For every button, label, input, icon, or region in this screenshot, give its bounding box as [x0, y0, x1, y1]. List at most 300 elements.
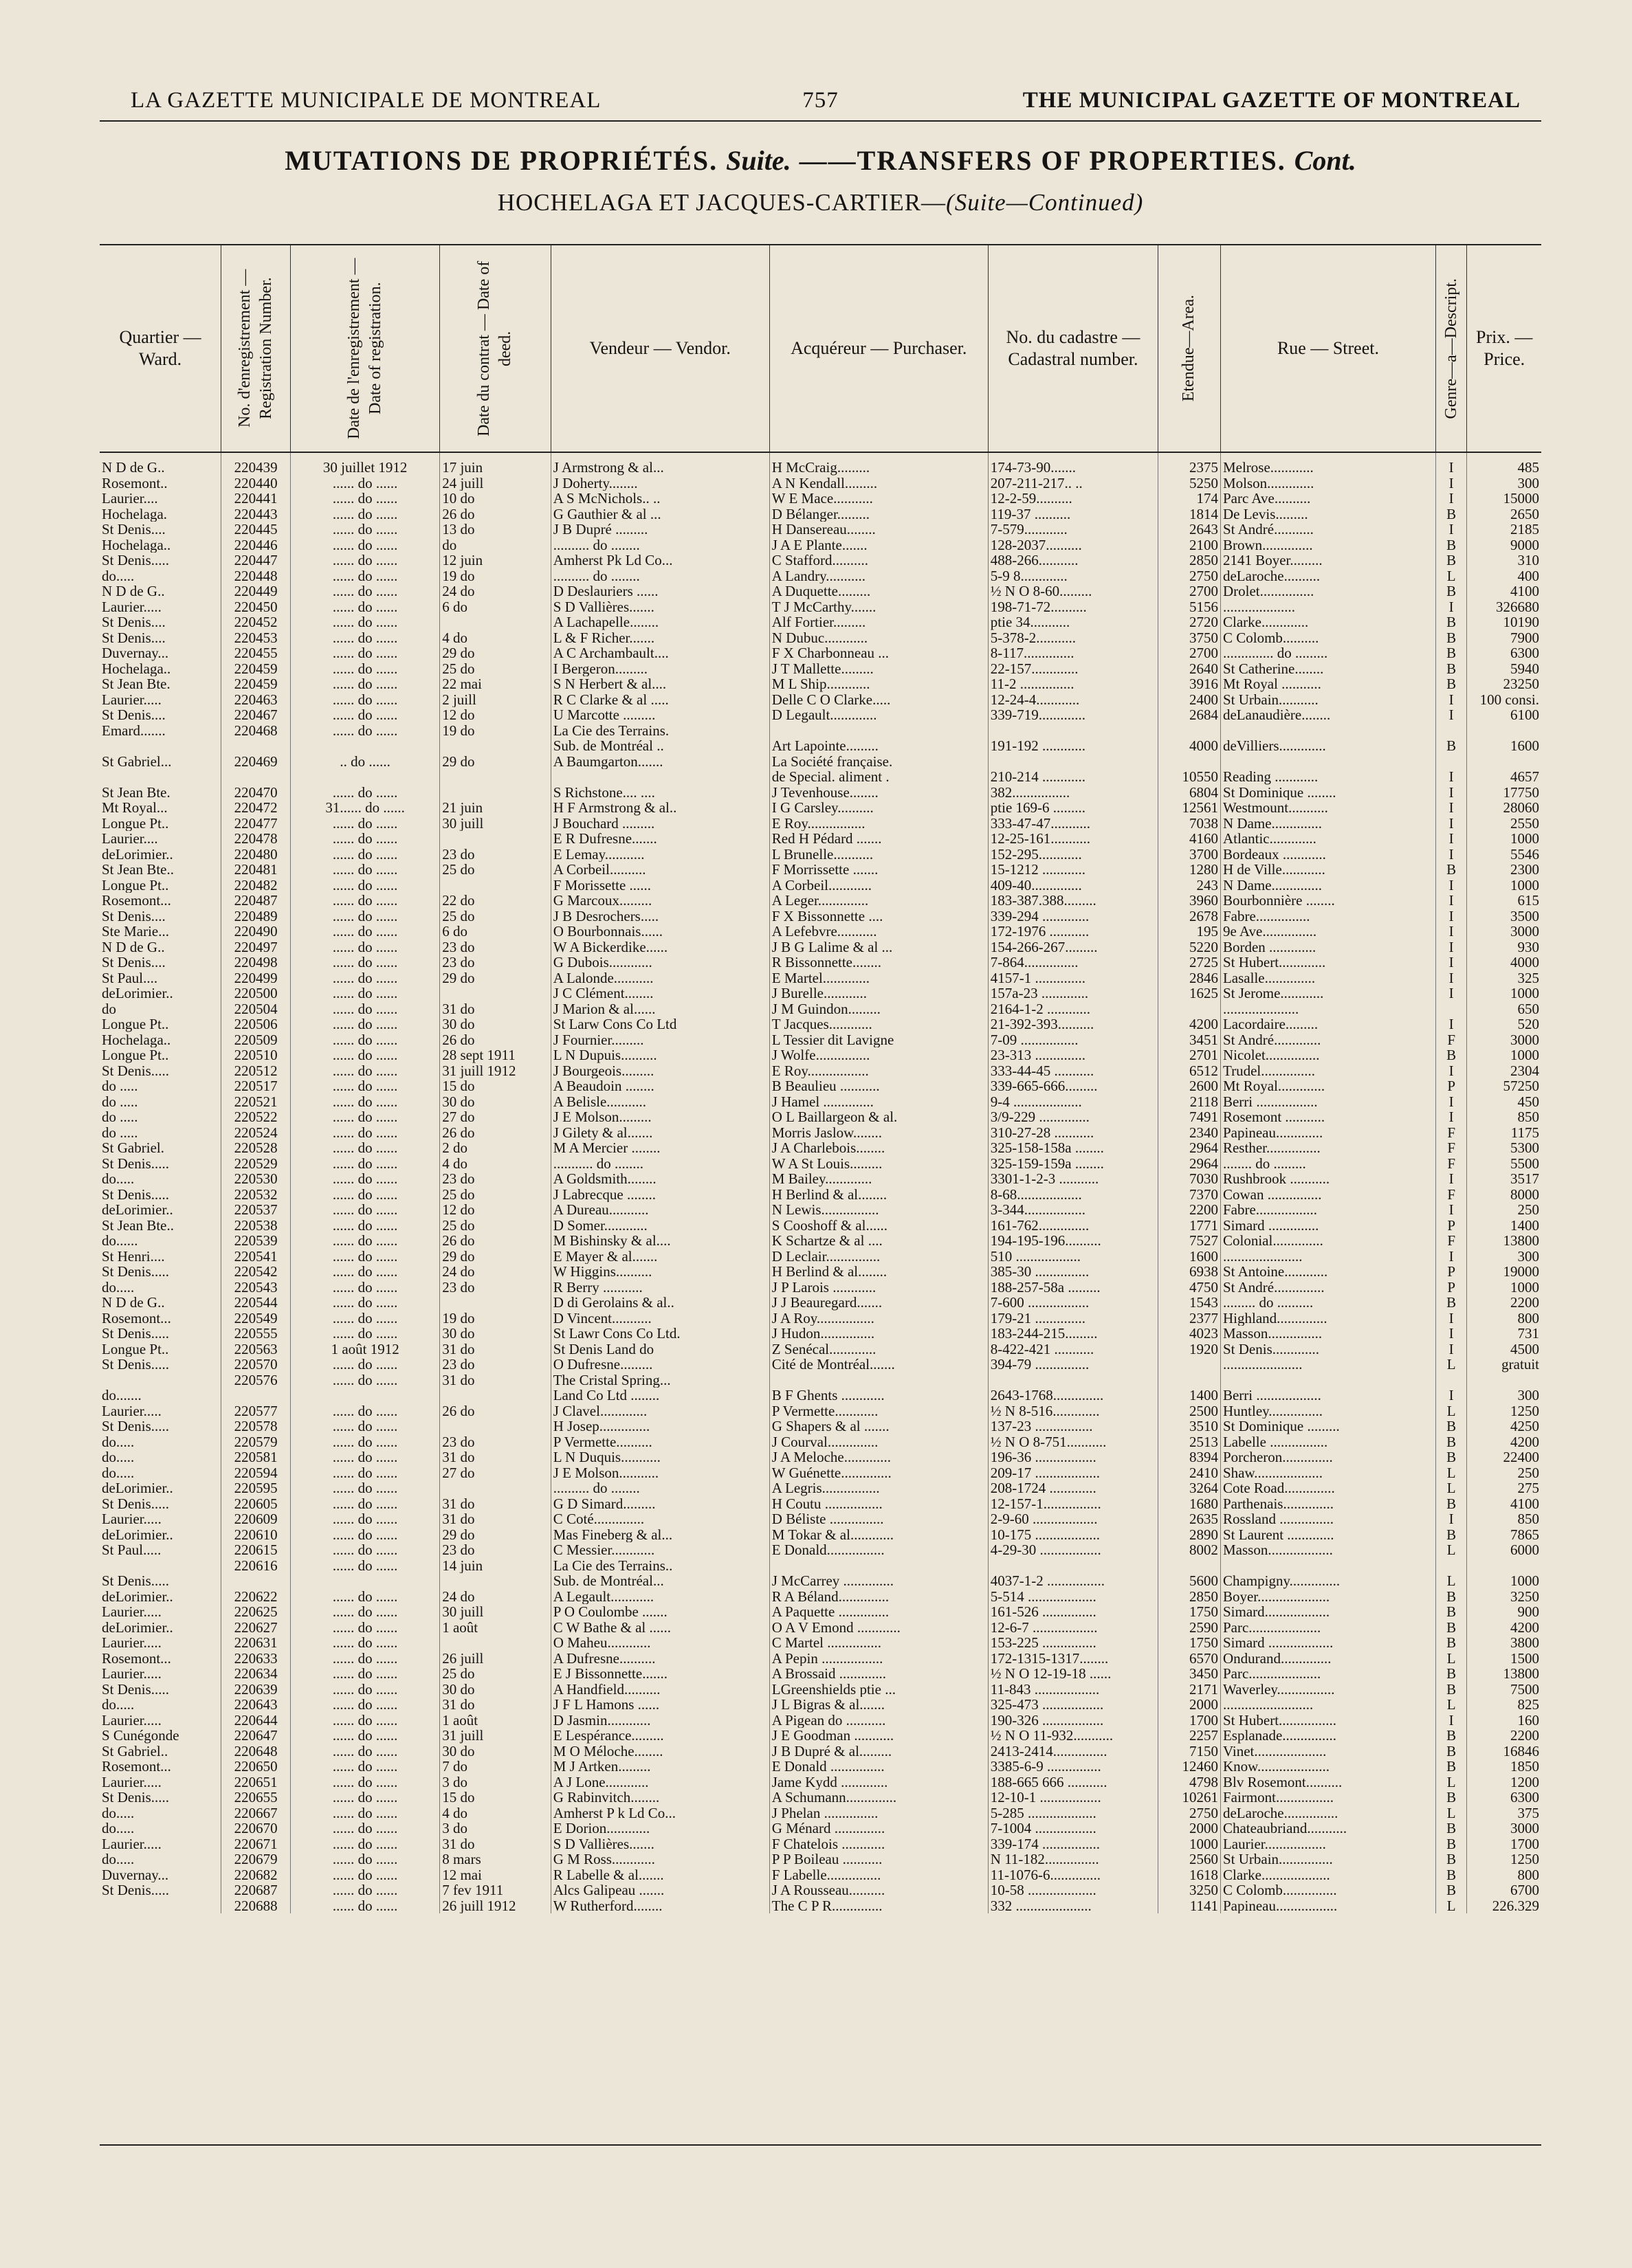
- cell-area: 2700: [1158, 645, 1221, 661]
- cell-area: 2964: [1158, 1140, 1221, 1156]
- cell-cadastral: 196-36 .................: [988, 1449, 1158, 1465]
- cell-purchaser: M Tokar & al............: [769, 1527, 988, 1543]
- cell-price: 275: [1467, 1480, 1541, 1496]
- cell-price: 731: [1467, 1326, 1541, 1342]
- cell-reg-date: ...... do ......: [291, 1032, 440, 1048]
- cell-price: 930: [1467, 940, 1541, 955]
- cell-vendor: E Mayer & al.......: [551, 1249, 769, 1265]
- cell-reg-date: ...... do ......: [291, 1419, 440, 1434]
- cell-price: 615: [1467, 893, 1541, 909]
- cell-reg-no: 220468: [221, 723, 291, 739]
- cell-reg-no: 220447: [221, 553, 291, 568]
- table-row: [100, 1744, 1541, 1759]
- cell-reg-date: ...... do ......: [291, 1589, 440, 1605]
- cell-descript: B: [1435, 661, 1466, 677]
- cell-descript: F: [1435, 1233, 1466, 1249]
- cell-reg-date: ...... do ......: [291, 1542, 440, 1558]
- cell-descript: L: [1435, 1805, 1466, 1821]
- cell-reg-no: 220506: [221, 1016, 291, 1032]
- cell-reg-no: 220537: [221, 1202, 291, 1218]
- cell-descript: I: [1435, 831, 1466, 847]
- cell-vendor: W Higgins..........: [551, 1264, 769, 1280]
- cell-street: 2141 Boyer.........: [1220, 553, 1435, 568]
- cell-ward: St Denis.....: [102, 1264, 170, 1280]
- cell-deed-date: 30 juill: [440, 816, 551, 832]
- cell-deed-date: 17 juin: [440, 452, 551, 476]
- cell-ward: St Denis....: [102, 707, 166, 723]
- cell-price: 4200: [1467, 1620, 1541, 1636]
- cell-price: 800: [1467, 1311, 1541, 1326]
- cell-deed-date: 1 août: [440, 1713, 551, 1728]
- cell-street: Waverley................: [1220, 1682, 1435, 1698]
- cell-area: 174: [1158, 491, 1221, 507]
- table-row: [100, 630, 1541, 646]
- cell-price: 3250: [1467, 1589, 1541, 1605]
- header-rule: [100, 120, 1541, 122]
- cell-reg-date: ...... do ......: [291, 491, 440, 507]
- cell-price: 16846: [1467, 1744, 1541, 1759]
- table-row: [100, 1790, 1541, 1805]
- cell-vendor: L & F Richer.......: [551, 630, 769, 646]
- cell-deed-date: 10 do: [440, 491, 551, 507]
- cell-ward: St Jean Bte..: [102, 1217, 174, 1233]
- cell-ward: St Denis.....: [102, 1155, 170, 1171]
- cell-area: 2600: [1158, 1078, 1221, 1094]
- table-row: [100, 1280, 1541, 1296]
- cell-ward: St Gabriel...: [102, 753, 172, 769]
- cell-descript: P: [1435, 1218, 1466, 1234]
- cell-ward: Ste Marie...: [102, 924, 169, 940]
- cell-ward: N D de G..: [102, 939, 165, 955]
- cell-reg-date: ...... do ......: [291, 1063, 440, 1079]
- cell-deed-date: 30 do: [440, 1094, 551, 1110]
- cell-deed-date: 8 mars: [440, 1852, 551, 1867]
- cell-price: 900: [1467, 1604, 1541, 1620]
- cell-reg-date: ...... do ......: [291, 1156, 440, 1172]
- cell-reg-no: 220538: [221, 1218, 291, 1234]
- table-row: [100, 1836, 1541, 1852]
- cell-purchaser: A Lefebvre...........: [769, 924, 988, 940]
- cell-deed-date: 12 do: [440, 1202, 551, 1218]
- cell-cadastral: 409-40..............: [988, 878, 1158, 893]
- cell-reg-date: ...... do ......: [291, 692, 440, 708]
- cell-cadastral: 488-266...........: [988, 553, 1158, 568]
- cell-area: 2200: [1158, 1202, 1221, 1218]
- cell-purchaser: J P Larois ............: [769, 1280, 988, 1296]
- table-row: [100, 1620, 1541, 1636]
- cell-area: 3700: [1158, 847, 1221, 863]
- cell-ward: Laurier.....: [102, 1403, 162, 1419]
- cell-descript: L: [1435, 1573, 1466, 1589]
- cell-deed-date: 29 do: [440, 754, 551, 770]
- cell-reg-no: 220446: [221, 537, 291, 553]
- cell-purchaser: [769, 1372, 988, 1388]
- cell-purchaser: A N Kendall.........: [769, 476, 988, 491]
- cell-deed-date: 19 do: [440, 1311, 551, 1326]
- cell-street: Simard ..................: [1220, 1635, 1435, 1651]
- cell-price: 23250: [1467, 676, 1541, 692]
- cell-area: 7491: [1158, 1109, 1221, 1125]
- cell-reg-no: 220578: [221, 1419, 291, 1434]
- cell-reg-date: ...... do ......: [291, 707, 440, 723]
- cell-descript: I: [1435, 1109, 1466, 1125]
- table-row: [100, 1202, 1541, 1218]
- cell-reg-date: ...... do ......: [291, 568, 440, 584]
- cell-street: Masson..................: [1220, 1542, 1435, 1558]
- cell-ward: do .....: [102, 1109, 138, 1125]
- cell-ward: do.....: [102, 568, 135, 583]
- cell-deed-date: 30 juill: [440, 1604, 551, 1620]
- cell-reg-date: ...... do ......: [291, 862, 440, 878]
- cell-descript: B: [1435, 1852, 1466, 1867]
- cell-price: 100 consi.: [1467, 692, 1541, 708]
- cell-ward: St Paul.....: [102, 1542, 162, 1558]
- cell-area: 7030: [1158, 1171, 1221, 1187]
- cell-area: 2513: [1158, 1434, 1221, 1450]
- cell-descript: B: [1435, 507, 1466, 522]
- cell-street: Rosemont ...........: [1220, 1109, 1435, 1125]
- cell-vendor: J E Molson.........: [551, 1109, 769, 1125]
- cell-street: St André...........: [1220, 522, 1435, 537]
- cell-cadastral: 152-295............: [988, 847, 1158, 863]
- cell-descript: I: [1435, 1511, 1466, 1527]
- table-row: [100, 614, 1541, 630]
- cell-street: Highland..............: [1220, 1311, 1435, 1326]
- cell-cadastral: 23-313 ..............: [988, 1047, 1158, 1063]
- cell-area: 1400: [1158, 1388, 1221, 1403]
- cell-cadastral: 137-23 ................: [988, 1419, 1158, 1434]
- cell-deed-date: 13 do: [440, 522, 551, 537]
- table-row: [100, 940, 1541, 955]
- cell-vendor: S Richstone.... ....: [551, 785, 769, 801]
- cell-vendor: J C Clément........: [551, 986, 769, 1001]
- cell-ward: St Jean Bte..: [102, 862, 174, 878]
- cell-reg-date: ...... do ......: [291, 816, 440, 832]
- cell-ward: Longue Pt..: [102, 1047, 169, 1063]
- cell-price: 250: [1467, 1465, 1541, 1481]
- cell-reg-no: 220478: [221, 831, 291, 847]
- cell-reg-no: 220688: [221, 1898, 291, 1914]
- cell-cadastral: 7-600 .................: [988, 1295, 1158, 1311]
- table-row: [100, 661, 1541, 677]
- cell-descript: I: [1435, 955, 1466, 970]
- cell-price: 1175: [1467, 1125, 1541, 1141]
- cell-deed-date: 31 do: [440, 1511, 551, 1527]
- cell-area: 2000: [1158, 1821, 1221, 1836]
- cell-reg-no: 220490: [221, 924, 291, 940]
- cell-reg-no: 220528: [221, 1140, 291, 1156]
- cell-ward: St Denis.....: [102, 553, 170, 568]
- cell-reg-no: 220440: [221, 476, 291, 491]
- cell-area: 1543: [1158, 1295, 1221, 1311]
- cell-deed-date: 25 do: [440, 909, 551, 924]
- cell-price: 22400: [1467, 1449, 1541, 1465]
- cell-reg-date: ...... do ......: [291, 1326, 440, 1342]
- cell-vendor: J Bouchard .........: [551, 816, 769, 832]
- cell-purchaser: E Roy.................: [769, 1063, 988, 1079]
- cell-street: Mt Royal.............: [1220, 1078, 1435, 1094]
- cell-street: Westmount...........: [1220, 800, 1435, 816]
- cell-reg-no: [221, 1388, 291, 1403]
- cell-ward: S Cunégonde: [102, 1728, 179, 1744]
- cell-purchaser: N Lewis................: [769, 1202, 988, 1218]
- cell-ward: St Denis.....: [102, 1186, 170, 1202]
- cell-ward: Longue Pt..: [102, 1341, 169, 1357]
- cell-cadastral: 11-1076-6..............: [988, 1867, 1158, 1883]
- cell-area: 3510: [1158, 1419, 1221, 1434]
- cell-ward: deLorimier..: [102, 1526, 173, 1542]
- cell-ward: St Denis.....: [102, 1357, 170, 1372]
- table-row: [100, 738, 1541, 754]
- cell-vendor: J Marion & al......: [551, 1001, 769, 1017]
- cell-area: [1158, 754, 1221, 770]
- cell-ward: St Denis.....: [102, 1681, 170, 1697]
- cell-area: 2171: [1158, 1682, 1221, 1698]
- cell-deed-date: [440, 831, 551, 847]
- cell-price: 3000: [1467, 1032, 1541, 1048]
- cell-reg-no: 220627: [221, 1620, 291, 1636]
- cell-reg-date: ...... do ......: [291, 630, 440, 646]
- cell-deed-date: [440, 1419, 551, 1434]
- cell-vendor: A C Archambault....: [551, 645, 769, 661]
- cell-reg-no: 220439: [221, 452, 291, 476]
- table-row: [100, 1218, 1541, 1234]
- cell-price: 326680: [1467, 599, 1541, 615]
- cell-purchaser: J L Bigras & al.......: [769, 1697, 988, 1713]
- cell-descript: I: [1435, 1249, 1466, 1265]
- cell-street: H de Ville............: [1220, 862, 1435, 878]
- cell-cadastral: 11-2 ...............: [988, 676, 1158, 692]
- cell-reg-no: 220521: [221, 1094, 291, 1110]
- cell-reg-no: 220577: [221, 1403, 291, 1419]
- cell-descript: B: [1435, 862, 1466, 878]
- cell-deed-date: 26 juill: [440, 1651, 551, 1667]
- cell-area: 5250: [1158, 476, 1221, 491]
- cell-street: ......... do ..........: [1220, 1295, 1435, 1311]
- cell-price: [1467, 723, 1541, 739]
- cell-descript: I: [1435, 1713, 1466, 1728]
- cell-street: ......................: [1220, 1357, 1435, 1372]
- cell-reg-date: ...... do ......: [291, 1867, 440, 1883]
- cell-street: Fabre.................: [1220, 1202, 1435, 1218]
- cell-reg-date: [291, 1573, 440, 1589]
- cell-ward: Laurier.....: [102, 1511, 162, 1527]
- cell-street: Champigny..............: [1220, 1573, 1435, 1589]
- cell-reg-no: 220605: [221, 1496, 291, 1512]
- cell-deed-date: 23 do: [440, 847, 551, 863]
- cell-reg-date: ...... do ......: [291, 1109, 440, 1125]
- table-row: [100, 707, 1541, 723]
- cell-vendor: J F L Hamons ......: [551, 1697, 769, 1713]
- cell-purchaser: A Pepin .................: [769, 1651, 988, 1667]
- cell-vendor: R Berry ...........: [551, 1280, 769, 1296]
- table-row: [100, 1682, 1541, 1698]
- cell-deed-date: 23 do: [440, 1357, 551, 1372]
- cell-vendor: H Josep..............: [551, 1419, 769, 1434]
- cell-vendor: O Maheu............: [551, 1635, 769, 1651]
- cell-reg-date: ...... do ......: [291, 847, 440, 863]
- cell-descript: I: [1435, 599, 1466, 615]
- cell-vendor: E J Bissonnette.......: [551, 1666, 769, 1682]
- cell-street: Parc....................: [1220, 1666, 1435, 1682]
- cell-area: 7370: [1158, 1187, 1221, 1203]
- cell-area: 10261: [1158, 1790, 1221, 1805]
- cell-cadastral: 2-9-60 ..................: [988, 1511, 1158, 1527]
- cell-reg-date: ...... do ......: [291, 1434, 440, 1450]
- cell-area: [1158, 1001, 1221, 1017]
- cell-street: Berri .................: [1220, 1094, 1435, 1110]
- cell-descript: B: [1435, 1882, 1466, 1898]
- cell-reg-no: 220512: [221, 1063, 291, 1079]
- cell-purchaser: J Phelan ...............: [769, 1805, 988, 1821]
- cell-cadastral: 8-422-421 ...........: [988, 1342, 1158, 1357]
- cell-reg-date: [291, 769, 440, 785]
- cell-street: Clarke...................: [1220, 1867, 1435, 1883]
- cell-deed-date: 30 do: [440, 1016, 551, 1032]
- cell-reg-date: ...... do ......: [291, 1465, 440, 1481]
- cell-reg-no: 220467: [221, 707, 291, 723]
- cell-reg-no: 220497: [221, 940, 291, 955]
- cell-area: 243: [1158, 878, 1221, 893]
- cell-deed-date: [440, 1388, 551, 1403]
- cell-ward: do......: [102, 1233, 138, 1249]
- cell-vendor: O Dufresne.........: [551, 1357, 769, 1372]
- cell-descript: I: [1435, 986, 1466, 1001]
- cell-purchaser: M Bailey.............: [769, 1171, 988, 1187]
- cell-cadastral: 339-174 ................: [988, 1836, 1158, 1852]
- cell-purchaser: de Special. aliment .: [769, 769, 988, 785]
- cell-descript: L: [1435, 1357, 1466, 1372]
- cell-area: 2257: [1158, 1728, 1221, 1744]
- cell-deed-date: 2 juill: [440, 692, 551, 708]
- cell-reg-no: 220639: [221, 1682, 291, 1698]
- cell-street: ........ do .........: [1220, 1156, 1435, 1172]
- cell-vendor: St Larw Cons Co Ltd: [551, 1016, 769, 1032]
- cell-reg-date: ...... do ......: [291, 1233, 440, 1249]
- col-vendor: Vendeur — Vendor.: [551, 245, 769, 452]
- cell-cadastral: 4037-1-2 ................: [988, 1573, 1158, 1589]
- cell-area: 2377: [1158, 1311, 1221, 1326]
- cell-vendor: J Bourgeois.........: [551, 1063, 769, 1079]
- cell-descript: B: [1435, 1759, 1466, 1775]
- cell-descript: B: [1435, 553, 1466, 568]
- cell-purchaser: D Béliste ...............: [769, 1511, 988, 1527]
- table-row: [100, 1032, 1541, 1048]
- cell-deed-date: 26 do: [440, 1233, 551, 1249]
- cell-ward: deLorimier..: [102, 1202, 173, 1218]
- cell-price: 2200: [1467, 1295, 1541, 1311]
- cell-area: 2500: [1158, 1403, 1221, 1419]
- cell-reg-date: ...... do ......: [291, 1682, 440, 1698]
- cell-descript: B: [1435, 1821, 1466, 1836]
- header-english-title: THE MUNICIPAL GAZETTE OF MONTREAL: [1022, 88, 1521, 113]
- cell-area: 2410: [1158, 1465, 1221, 1481]
- col-purchaser: Acquéreur — Purchaser.: [769, 245, 988, 452]
- table-row: [100, 816, 1541, 832]
- cell-purchaser: W A St Louis.........: [769, 1156, 988, 1172]
- cell-area: 6804: [1158, 785, 1221, 801]
- cell-area: 2635: [1158, 1511, 1221, 1527]
- cell-descript: I: [1435, 707, 1466, 723]
- subtitle-main: HOCHELAGA ET JACQUES-CARTIER—: [497, 189, 947, 216]
- cell-price: 850: [1467, 1511, 1541, 1527]
- cell-descript: I: [1435, 476, 1466, 491]
- cell-reg-no: 220510: [221, 1047, 291, 1063]
- cell-reg-no: 220655: [221, 1790, 291, 1805]
- cell-ward: St Denis.....: [102, 1326, 170, 1342]
- cell-descript: I: [1435, 1388, 1466, 1403]
- cell-purchaser: A Duquette.........: [769, 583, 988, 599]
- cell-descript: P: [1435, 1264, 1466, 1280]
- cell-descript: L: [1435, 1898, 1466, 1914]
- cell-cadastral: ½ N O 11-932...........: [988, 1728, 1158, 1744]
- cell-reg-no: 220445: [221, 522, 291, 537]
- section-subtitle: [100, 189, 1541, 216]
- cell-ward: Emard.......: [102, 722, 166, 738]
- cell-descript: I: [1435, 940, 1466, 955]
- cell-deed-date: [440, 614, 551, 630]
- cell-ward: deLorimier..: [102, 846, 173, 862]
- cell-reg-no: 220463: [221, 692, 291, 708]
- cell-deed-date: 27 do: [440, 1465, 551, 1481]
- cell-area: 3250: [1158, 1882, 1221, 1898]
- cell-cadastral: [988, 1372, 1158, 1388]
- cell-street: St Jerome............: [1220, 986, 1435, 1001]
- cell-reg-no: 220544: [221, 1295, 291, 1311]
- cell-street: Rossland ...............: [1220, 1511, 1435, 1527]
- cell-vendor: W A Bickerdike......: [551, 940, 769, 955]
- table-row: [100, 754, 1541, 770]
- cell-descript: I: [1435, 1171, 1466, 1187]
- cell-descript: B: [1435, 583, 1466, 599]
- cell-price: 450: [1467, 1094, 1541, 1110]
- cell-cadastral: [988, 723, 1158, 739]
- table-row: [100, 1511, 1541, 1527]
- cell-area: 12561: [1158, 800, 1221, 816]
- cell-reg-date: ...... do ......: [291, 1728, 440, 1744]
- cell-ward: St Denis.....: [102, 1419, 170, 1434]
- cell-street: N Dame..............: [1220, 878, 1435, 893]
- cell-vendor: C W Bathe & al ......: [551, 1620, 769, 1636]
- cell-reg-date: ...... do ......: [291, 1001, 440, 1017]
- cell-descript: B: [1435, 676, 1466, 692]
- cell-price: 4100: [1467, 583, 1541, 599]
- cell-street: deLaroche...............: [1220, 1805, 1435, 1821]
- cell-ward: Laurier.....: [102, 1836, 162, 1852]
- cell-ward: Rosemont..: [102, 475, 168, 491]
- cell-reg-date: ...... do ......: [291, 537, 440, 553]
- cell-descript: B: [1435, 1434, 1466, 1450]
- col-cadastral: No. du cadastre — Cadastral number.: [988, 245, 1158, 452]
- cell-price: 5940: [1467, 661, 1541, 677]
- cell-cadastral: 5-285 ...................: [988, 1805, 1158, 1821]
- cell-area: 2750: [1158, 1805, 1221, 1821]
- cell-reg-no: 220682: [221, 1867, 291, 1883]
- cell-reg-date: ...... do ......: [291, 970, 440, 986]
- cell-street: N Dame..............: [1220, 816, 1435, 832]
- cell-ward: St Denis....: [102, 908, 166, 924]
- cell-street: Fabre...............: [1220, 909, 1435, 924]
- cell-descript: I: [1435, 491, 1466, 507]
- cell-vendor: L N Dupuis..........: [551, 1047, 769, 1063]
- cell-reg-date: [291, 738, 440, 754]
- table-row: [100, 893, 1541, 909]
- cell-area: 1771: [1158, 1218, 1221, 1234]
- cell-reg-no: 220517: [221, 1078, 291, 1094]
- cell-vendor: E R Dufresne.......: [551, 831, 769, 847]
- cell-ward: Laurier.....: [102, 1712, 162, 1728]
- cell-price: 850: [1467, 1109, 1541, 1125]
